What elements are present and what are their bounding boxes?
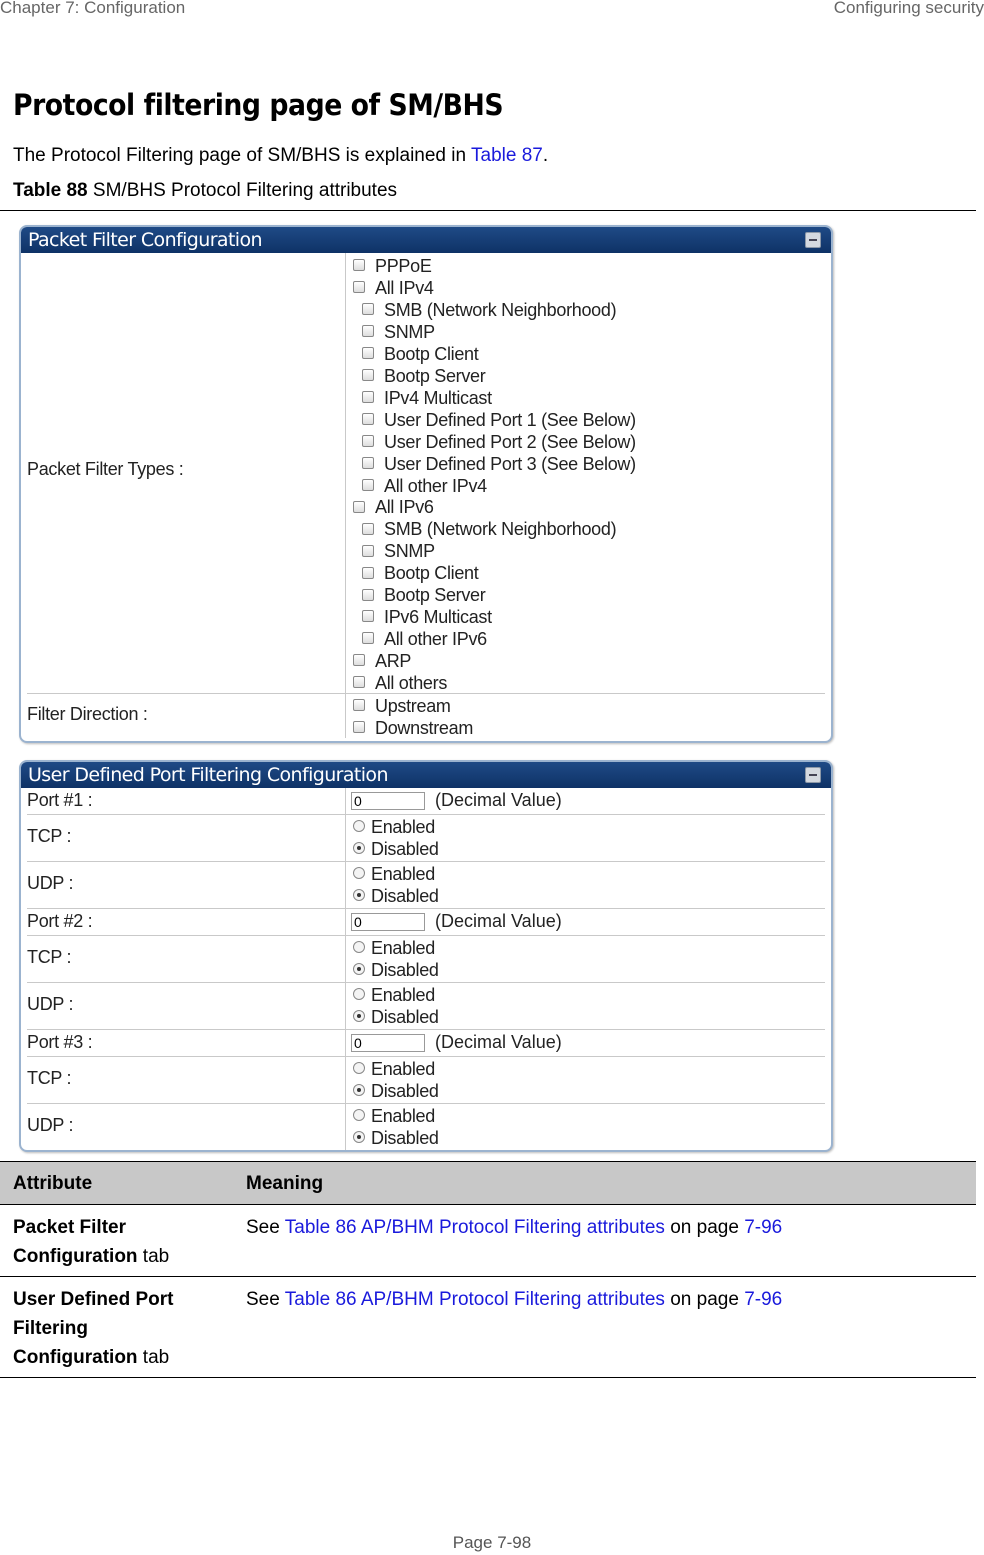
filter-type-option[interactable] xyxy=(362,387,492,409)
option-label: PPPoE xyxy=(375,256,432,276)
see-text: See xyxy=(246,1289,285,1310)
option-label: SNMP xyxy=(384,321,435,342)
radio-button[interactable] xyxy=(353,889,365,901)
port-row xyxy=(27,1030,825,1057)
checkbox[interactable] xyxy=(353,676,365,688)
checkbox[interactable] xyxy=(362,303,374,315)
port-row xyxy=(27,909,825,936)
radio-label: Disabled xyxy=(371,839,439,859)
port-row xyxy=(27,788,825,815)
meaning-column-header: Meaning xyxy=(246,1173,324,1194)
tcp-enabled-option[interactable] xyxy=(353,1058,435,1080)
table-row-1-attribute xyxy=(13,1213,228,1271)
port-value-input[interactable] xyxy=(351,792,425,810)
attr-name: Packet Filter Configuration xyxy=(13,1217,138,1267)
decimal-value-note: (Decimal Value) xyxy=(435,911,562,931)
packet-filter-types-label: Packet Filter Types : xyxy=(27,459,184,479)
column-divider xyxy=(345,694,346,738)
caption-label: Table 88 xyxy=(13,180,88,201)
option-label: SMB (Network Neighborhood) xyxy=(384,519,617,540)
column-divider xyxy=(345,788,346,814)
radio-button[interactable] xyxy=(353,842,365,854)
tcp-disabled-option[interactable] xyxy=(353,838,439,860)
tcp-disabled-option[interactable] xyxy=(353,959,439,981)
radio-button[interactable] xyxy=(353,1109,365,1121)
radio-label: Enabled xyxy=(371,985,435,1005)
tcp-label: TCP : xyxy=(27,947,72,967)
radio-button[interactable] xyxy=(353,1131,365,1143)
option-label: All IPv6 xyxy=(375,497,434,518)
table-86-link[interactable]: Table 86 AP/BHM Protocol Filtering attributes xyxy=(284,1289,665,1310)
tcp-enabled-option[interactable] xyxy=(353,816,435,838)
column-divider xyxy=(345,936,346,982)
checkbox[interactable] xyxy=(353,699,365,711)
filter-type-option[interactable] xyxy=(353,672,447,694)
panel-title: User Defined Port Filtering Configuration xyxy=(28,764,388,786)
table-87-link[interactable]: Table 87 xyxy=(471,145,543,166)
tcp-disabled-option[interactable] xyxy=(353,1080,439,1102)
direction-option[interactable] xyxy=(353,695,451,717)
filter-type-option[interactable] xyxy=(362,562,478,584)
filter-type-option[interactable] xyxy=(362,343,478,365)
filter-type-option[interactable] xyxy=(362,606,492,628)
column-divider xyxy=(345,1030,346,1056)
checkbox[interactable] xyxy=(353,721,365,733)
udp-row xyxy=(27,862,825,909)
udp-label: UDP : xyxy=(27,873,74,893)
panel-header xyxy=(21,762,831,788)
filter-type-option[interactable] xyxy=(362,453,636,475)
filter-type-option[interactable] xyxy=(353,650,411,672)
checkbox[interactable] xyxy=(353,654,365,666)
on-page-text: on page xyxy=(664,1217,745,1238)
column-divider xyxy=(345,1104,346,1150)
column-divider xyxy=(345,1057,346,1103)
radio-label: Disabled xyxy=(371,1081,439,1101)
row-rule xyxy=(0,1276,976,1277)
checkbox[interactable] xyxy=(362,567,374,579)
udp-label: UDP : xyxy=(27,994,74,1014)
tcp-row xyxy=(27,936,825,983)
column-divider xyxy=(345,909,346,935)
option-label: IPv6 Multicast xyxy=(384,607,492,628)
option-label: All other IPv6 xyxy=(384,629,487,650)
checkbox[interactable] xyxy=(362,610,374,622)
radio-label: Enabled xyxy=(371,1106,435,1126)
tcp-row xyxy=(27,815,825,862)
option-label: User Defined Port 1 (See Below) xyxy=(384,409,636,430)
checkbox[interactable] xyxy=(362,369,374,381)
port-label: Port #2 : xyxy=(27,911,93,931)
on-page-text: on page xyxy=(664,1289,745,1310)
packet-filter-types-row xyxy=(27,253,825,694)
decimal-value-note: (Decimal Value) xyxy=(435,790,562,810)
udp-row xyxy=(27,1104,825,1150)
intro-text: The Protocol Filtering page of SM/BHS is explained in xyxy=(13,145,471,166)
checkbox[interactable] xyxy=(353,281,365,293)
filter-type-option[interactable] xyxy=(362,321,435,343)
port-value-input[interactable] xyxy=(351,913,425,931)
collapse-icon[interactable] xyxy=(805,232,821,248)
radio-button[interactable] xyxy=(353,867,365,879)
checkbox[interactable] xyxy=(362,545,374,557)
filter-type-option[interactable] xyxy=(362,540,435,562)
filter-direction-row xyxy=(27,694,825,738)
option-label: All IPv4 xyxy=(375,277,434,298)
radio-button[interactable] xyxy=(353,1084,365,1096)
direction-option[interactable] xyxy=(353,717,473,739)
caption-rule xyxy=(0,210,976,211)
option-label: Upstream xyxy=(375,696,451,716)
checkbox[interactable] xyxy=(362,325,374,337)
option-label: ARP xyxy=(375,651,412,672)
attr-suffix: tab xyxy=(137,1246,170,1267)
tcp-label: TCP : xyxy=(27,1068,72,1088)
filter-type-option[interactable] xyxy=(362,299,616,321)
attr-name: User Defined Port Filtering Configuration xyxy=(13,1289,174,1368)
filter-type-option[interactable] xyxy=(362,409,636,431)
section-header: Configuring security xyxy=(833,0,984,17)
checkbox[interactable] xyxy=(353,501,365,513)
panel-title: Packet Filter Configuration xyxy=(28,229,262,251)
column-divider xyxy=(345,815,346,861)
attr-suffix: tab xyxy=(137,1347,170,1368)
tcp-row xyxy=(27,1057,825,1104)
option-label: Bootp Client xyxy=(384,343,479,364)
port-label: Port #3 : xyxy=(27,1032,93,1052)
column-divider xyxy=(345,983,346,1029)
tcp-enabled-option[interactable] xyxy=(353,937,435,959)
column-divider xyxy=(345,253,346,693)
radio-button[interactable] xyxy=(353,1010,365,1022)
checkbox[interactable] xyxy=(362,479,374,491)
panel-header xyxy=(21,227,831,253)
see-text: See xyxy=(246,1217,285,1238)
option-label: IPv4 Multicast xyxy=(384,387,492,408)
option-label: Bootp Server xyxy=(384,365,486,386)
radio-label: Enabled xyxy=(371,864,435,884)
filter-type-option[interactable] xyxy=(353,255,432,277)
checkbox[interactable] xyxy=(353,259,365,271)
udp-enabled-option[interactable] xyxy=(353,984,435,1006)
port-label: Port #1 : xyxy=(27,790,93,810)
udp-disabled-option[interactable] xyxy=(353,1127,439,1149)
filter-type-option[interactable] xyxy=(362,431,636,453)
page-link[interactable]: 7-96 xyxy=(744,1217,783,1238)
table-row-1-meaning xyxy=(246,1213,782,1242)
radio-button[interactable] xyxy=(353,1062,365,1074)
option-label: SMB (Network Neighborhood) xyxy=(384,299,617,320)
udp-disabled-option[interactable] xyxy=(353,885,439,907)
decimal-value-note: (Decimal Value) xyxy=(435,1032,562,1052)
table-86-link[interactable]: Table 86 AP/BHM Protocol Filtering attributes xyxy=(284,1217,665,1238)
filter-direction-label: Filter Direction : xyxy=(27,704,148,724)
option-label: User Defined Port 2 (See Below) xyxy=(384,431,636,452)
chapter-header: Chapter 7: Configuration xyxy=(0,0,186,17)
option-label: Bootp Client xyxy=(384,563,479,584)
udp-disabled-option[interactable] xyxy=(353,1006,439,1028)
port-value-input[interactable] xyxy=(351,1034,425,1052)
option-label: Bootp Server xyxy=(384,585,486,606)
udp-enabled-option[interactable] xyxy=(353,1105,435,1127)
attribute-column-header: Attribute xyxy=(13,1173,93,1194)
radio-button[interactable] xyxy=(353,820,365,832)
table-row-2-attribute xyxy=(13,1285,213,1372)
udp-row xyxy=(27,983,825,1030)
filter-type-option[interactable] xyxy=(353,277,434,299)
radio-label: Disabled xyxy=(371,1007,439,1027)
radio-button[interactable] xyxy=(353,988,365,1000)
option-label: All other IPv4 xyxy=(384,475,487,496)
checkbox[interactable] xyxy=(362,632,374,644)
checkbox[interactable] xyxy=(362,589,374,601)
intro-paragraph xyxy=(13,145,548,167)
filter-type-option[interactable] xyxy=(353,496,434,518)
table-caption xyxy=(13,180,397,202)
radio-label: Disabled xyxy=(371,1128,439,1148)
radio-label: Disabled xyxy=(371,960,439,980)
checkbox[interactable] xyxy=(362,391,374,403)
port-filter-panel xyxy=(19,760,833,1152)
checkbox[interactable] xyxy=(362,457,374,469)
option-label: All others xyxy=(375,673,448,694)
filter-type-option[interactable] xyxy=(362,365,485,387)
radio-label: Enabled xyxy=(371,817,435,837)
checkbox[interactable] xyxy=(362,435,374,447)
radio-label: Enabled xyxy=(371,1059,435,1079)
table-bottom-rule xyxy=(0,1377,976,1378)
filter-type-option[interactable] xyxy=(362,628,487,650)
radio-label: Disabled xyxy=(371,886,439,906)
page-link[interactable]: 7-96 xyxy=(744,1289,783,1310)
intro-end: . xyxy=(542,145,549,166)
caption-text: SM/BHS Protocol Filtering attributes xyxy=(87,180,398,201)
option-label: Downstream xyxy=(375,718,474,738)
checkbox[interactable] xyxy=(362,523,374,535)
page-title: Protocol filtering page of SM/BHS xyxy=(13,88,504,122)
filter-type-option[interactable] xyxy=(362,518,616,540)
column-divider xyxy=(345,862,346,908)
collapse-icon[interactable] xyxy=(805,767,821,783)
radio-button[interactable] xyxy=(353,963,365,975)
filter-type-option[interactable] xyxy=(362,584,485,606)
radio-label: Enabled xyxy=(371,938,435,958)
attribute-table-header xyxy=(0,1161,976,1205)
checkbox[interactable] xyxy=(362,413,374,425)
udp-label: UDP : xyxy=(27,1115,74,1135)
packet-filter-panel xyxy=(19,225,833,743)
option-label: User Defined Port 3 (See Below) xyxy=(384,453,636,474)
radio-button[interactable] xyxy=(353,941,365,953)
option-label: SNMP xyxy=(384,541,435,562)
udp-enabled-option[interactable] xyxy=(353,863,435,885)
tcp-label: TCP : xyxy=(27,826,72,846)
page-number: Page 7-98 xyxy=(452,1533,532,1552)
filter-type-option[interactable] xyxy=(362,475,487,497)
checkbox[interactable] xyxy=(362,347,374,359)
table-row-2-meaning xyxy=(246,1285,782,1314)
